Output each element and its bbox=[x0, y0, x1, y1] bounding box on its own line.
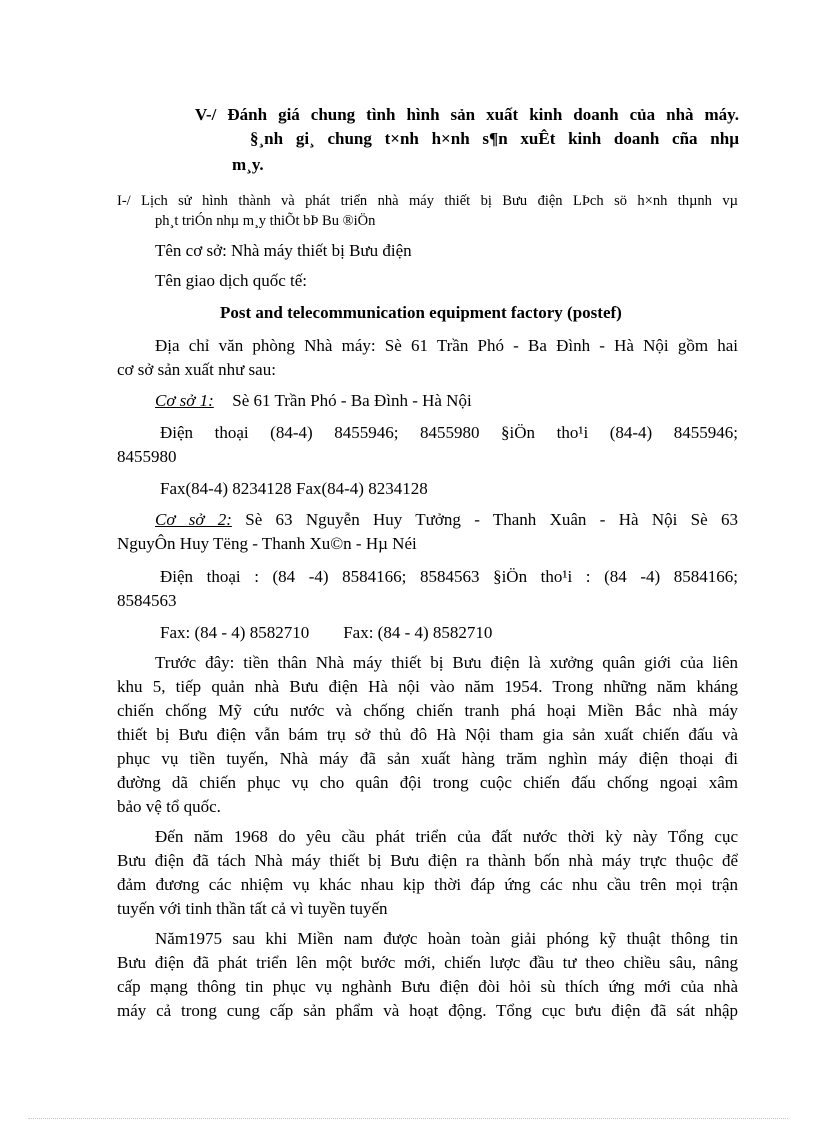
para3-line-4: máy cả trong cung cấp sản phẩm và hoạt động. Tổng cục bưu điện đã sát nhập bbox=[117, 1001, 738, 1020]
para3-line-3: cấp mạng thông tin phục vụ nghành Bưu điện đòi hỏi sù thích ứng mới của nhà bbox=[117, 977, 738, 996]
site-1-phone-line-2: 8455980 bbox=[117, 447, 177, 466]
site-2-phone-line-1: Điện thoại : (84 -4) 8584166; 8584563 §iÖn tho¹i : (84 -4) 8584166; bbox=[160, 567, 738, 586]
site-1-address bbox=[155, 390, 472, 412]
para2-line-1: Đến năm 1968 do yêu cầu phát triển của đất nước thời kỳ này Tổng cục bbox=[155, 827, 738, 846]
section-heading-line-2: ph¸t triÓn nhµ m¸y thiÕt bÞ Bu ®iÖn bbox=[155, 213, 376, 229]
para1-line-3: chiến chống Mỹ cứu nước và chống chiến tranh phá hoại Miền Bắc nhà máy bbox=[117, 701, 738, 720]
para1-line-7: bảo vệ tổ quốc. bbox=[117, 797, 221, 816]
para1-line-4: thiết bị Bưu điện vẫn bám trụ sở thủ đô Hà Nội tham gia sản xuất chiến đấu và bbox=[117, 725, 738, 744]
site-1-fax: Fax(84-4) 8234128 Fax(84-4) 8234128 bbox=[160, 479, 428, 498]
address-line-2: cơ sở sản xuất như sau: bbox=[117, 360, 276, 379]
page-bottom-divider bbox=[28, 1118, 788, 1119]
site-2-label: Cơ sở 2: bbox=[155, 510, 232, 529]
site-2-phone-line-2: 8584563 bbox=[117, 591, 177, 610]
para1-line-1: Trước đây: tiền thân Nhà máy thiết bị Bưu điện là xưởng quân giới của liên bbox=[155, 653, 738, 672]
heading-line-3: m¸y. bbox=[232, 155, 264, 174]
site-2-fax: Fax: (84 - 4) 8582710 Fax: (84 - 4) 8582710 bbox=[160, 623, 493, 642]
heading-line-1: V-/ Đánh giá chung tình hình sản xuất kinh doanh của nhà máy. bbox=[195, 105, 739, 124]
para2-line-2: Bưu điện đã tách Nhà máy thiết bị Bưu điện ra thành bốn nhà máy trực thuộc để bbox=[117, 851, 738, 870]
site-1-label: Cơ sở 1: bbox=[155, 391, 214, 410]
para3-line-1: Năm1975 sau khi Miền nam được hoàn toàn giải phóng kỹ thuật thông tin bbox=[155, 929, 738, 948]
site-1-street: Sè 61 Trần Phó - Ba Đình - Hà Nội bbox=[232, 391, 472, 410]
site-1-phone-line-1: Điện thoại (84-4) 8455946; 8455980 §iÖn tho¹i (84-4) 8455946; bbox=[160, 423, 738, 442]
para1-line-2: khu 5, tiếp quản nhà Bưu điện Hà nội vào năm 1954. Trong những năm kháng bbox=[117, 677, 738, 696]
para2-line-3: đảm đương các nhiệm vụ khác nhau kịp thời đáp ứng các nhu cầu trên mọi trận bbox=[117, 875, 738, 894]
site-2-address-line-2: NguyÔn Huy Tëng - Thanh Xu©n - Hµ Néi bbox=[117, 534, 417, 553]
para3-line-2: Bưu điện đã phát triển lên một bước mới, chiến lược đầu tư theo chiều sâu, nâng bbox=[117, 953, 738, 972]
heading-line-2: §¸nh gi¸ chung t×nh h×nh s¶n xuÊt kinh doanh cña nhµ bbox=[250, 129, 739, 148]
para1-line-5: phục vụ tiền tuyến, Nhà máy đã sản xuất hàng trăm nghìn máy điện thoại đi bbox=[117, 749, 738, 768]
para2-line-4: tuyến với tinh thần tất cả vì tuyền tuyến bbox=[117, 899, 388, 918]
facility-name: Tên cơ sở: Nhà máy thiết bị Bưu điện bbox=[155, 241, 412, 260]
trade-name-label: Tên giao dịch quốc tế: bbox=[155, 271, 308, 290]
address-line-1: Địa chỉ văn phòng Nhà máy: Sè 61 Trần Phó - Ba Đình - Hà Nội gồm hai bbox=[155, 336, 738, 355]
section-heading-line-1: I-/ Lịch sử hình thành và phát triển nhà máy thiết bị Bưu điện LÞch sö h×nh thµnh vµ bbox=[117, 193, 738, 209]
trade-name: Post and telecommunication equipment factory (postef) bbox=[220, 303, 622, 322]
site-2-address-line-1 bbox=[155, 509, 738, 531]
para1-line-6: đường dã chiến phục vụ cho quân đội trong cuộc chiến đấu chống ngoại xâm bbox=[117, 773, 738, 792]
site-2-street: Sè 63 Nguyễn Huy Tưởng - Thanh Xuân - Hà Nội Sè 63 bbox=[245, 510, 739, 529]
